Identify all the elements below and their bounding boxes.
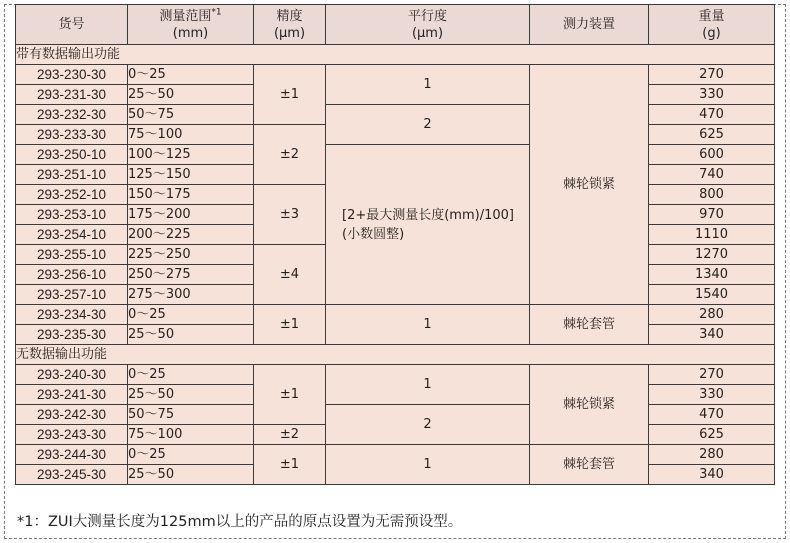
weight-value: 1110 [649, 225, 775, 245]
force-device: 棘轮锁紧 [530, 365, 649, 445]
weight-value: 970 [649, 205, 775, 225]
accuracy-value: ±3 [254, 185, 326, 245]
weight-value: 470 [649, 405, 775, 425]
accuracy-value: ±2 [254, 125, 326, 185]
product-code: 293-257-10 [16, 285, 128, 305]
measuring-range: 250～275 [128, 265, 254, 285]
product-code: 293-235-30 [16, 325, 128, 345]
measuring-range: 25～50 [128, 85, 254, 105]
measuring-range: 0～25 [128, 65, 254, 85]
weight-value: 1540 [649, 285, 775, 305]
header-parallelism: 平行度 (μm) [326, 5, 530, 45]
product-code: 293-241-30 [16, 385, 128, 405]
header-force: 测力装置 [530, 5, 649, 45]
weight-value: 600 [649, 145, 775, 165]
weight-value: 270 [649, 65, 775, 85]
accuracy-value: ±1 [254, 305, 326, 345]
table-row [16, 365, 775, 385]
accuracy-value: ±1 [254, 445, 326, 485]
table-row [16, 105, 775, 125]
product-code: 293-231-30 [16, 85, 128, 105]
weight-value: 330 [649, 385, 775, 405]
product-code: 293-243-30 [16, 425, 128, 445]
product-code: 293-232-30 [16, 105, 128, 125]
measuring-range: 25～50 [128, 465, 254, 485]
parallelism-value: 1 [326, 445, 530, 485]
product-code: 293-230-30 [16, 65, 128, 85]
header-accuracy: 精度 (μm) [254, 5, 326, 45]
measuring-range: 175～200 [128, 205, 254, 225]
accuracy-value: ±1 [254, 65, 326, 125]
weight-value: 330 [649, 85, 775, 105]
spec-table [15, 4, 775, 485]
parallelism-value: 2 [326, 105, 530, 145]
force-device: 棘轮套管 [530, 305, 649, 345]
header-weight: 重量 (g) [649, 5, 775, 45]
footnote: *1：ZUI大测量长度为125mm以上的产品的原点设置为无需预设型。 [17, 514, 463, 530]
header-range: 测量范围$^{*1}$ (mm) [128, 5, 254, 45]
weight-value: 625 [649, 425, 775, 445]
measuring-range: 75～100 [128, 425, 254, 445]
weight-value: 740 [649, 165, 775, 185]
table-row [16, 445, 775, 465]
measuring-range: 50～75 [128, 105, 254, 125]
product-code: 293-240-30 [16, 365, 128, 385]
product-code: 293-253-10 [16, 205, 128, 225]
parallelism-formula-line2: (小数圆整) [342, 226, 405, 242]
parallelism-value: 1 [326, 65, 530, 105]
parallelism-value: 1 [326, 365, 530, 405]
measuring-range: 100～125 [128, 145, 254, 165]
measuring-range: 25～50 [128, 325, 254, 345]
product-code: 293-255-10 [16, 245, 128, 265]
table-row [16, 405, 775, 425]
measuring-range: 0～25 [128, 365, 254, 385]
measuring-range: 0～25 [128, 445, 254, 465]
header-code: 货号 [16, 5, 128, 45]
measuring-range: 200～225 [128, 225, 254, 245]
product-code: 293-254-10 [16, 225, 128, 245]
weight-value: 270 [649, 365, 775, 385]
weight-value: 625 [649, 125, 775, 145]
weight-value: 280 [649, 305, 775, 325]
weight-value: 340 [649, 465, 775, 485]
table-header-row [16, 5, 775, 45]
weight-value: 470 [649, 105, 775, 125]
product-code: 293-244-30 [16, 445, 128, 465]
measuring-range: 0～25 [128, 305, 254, 325]
force-device: 棘轮套管 [530, 445, 649, 485]
parallelism-value: 1 [326, 305, 530, 345]
measuring-range: 275～300 [128, 285, 254, 305]
product-code: 293-252-10 [16, 185, 128, 205]
product-code: 293-234-30 [16, 305, 128, 325]
product-code: 293-233-30 [16, 125, 128, 145]
weight-value: 800 [649, 185, 775, 205]
measuring-range: 75～100 [128, 125, 254, 145]
accuracy-value: ±1 [254, 365, 326, 425]
measuring-range: 150～175 [128, 185, 254, 205]
parallelism-value: 2 [326, 405, 530, 445]
accuracy-value: ±2 [254, 425, 326, 445]
table-row [16, 305, 775, 325]
table-row [16, 65, 775, 85]
product-code: 293-250-10 [16, 145, 128, 165]
group-title: 带有数据输出功能 [16, 45, 775, 65]
weight-value: 1270 [649, 245, 775, 265]
parallelism-formula [326, 145, 530, 305]
measuring-range: 50～75 [128, 405, 254, 425]
weight-value: 340 [649, 325, 775, 345]
parallelism-formula-line1: [2+最大测量长度(mm)/100] [342, 207, 514, 223]
measuring-range: 125～150 [128, 165, 254, 185]
force-device: 棘轮锁紧 [530, 65, 649, 305]
weight-value: 1340 [649, 265, 775, 285]
accuracy-value: ±4 [254, 245, 326, 305]
table-row [16, 145, 775, 165]
measuring-range: 25～50 [128, 385, 254, 405]
weight-value: 280 [649, 445, 775, 465]
product-code: 293-251-10 [16, 165, 128, 185]
product-code: 293-256-10 [16, 265, 128, 285]
measuring-range: 225～250 [128, 245, 254, 265]
product-code: 293-242-30 [16, 405, 128, 425]
group-title: 无数据输出功能 [16, 345, 775, 365]
product-code: 293-245-30 [16, 465, 128, 485]
